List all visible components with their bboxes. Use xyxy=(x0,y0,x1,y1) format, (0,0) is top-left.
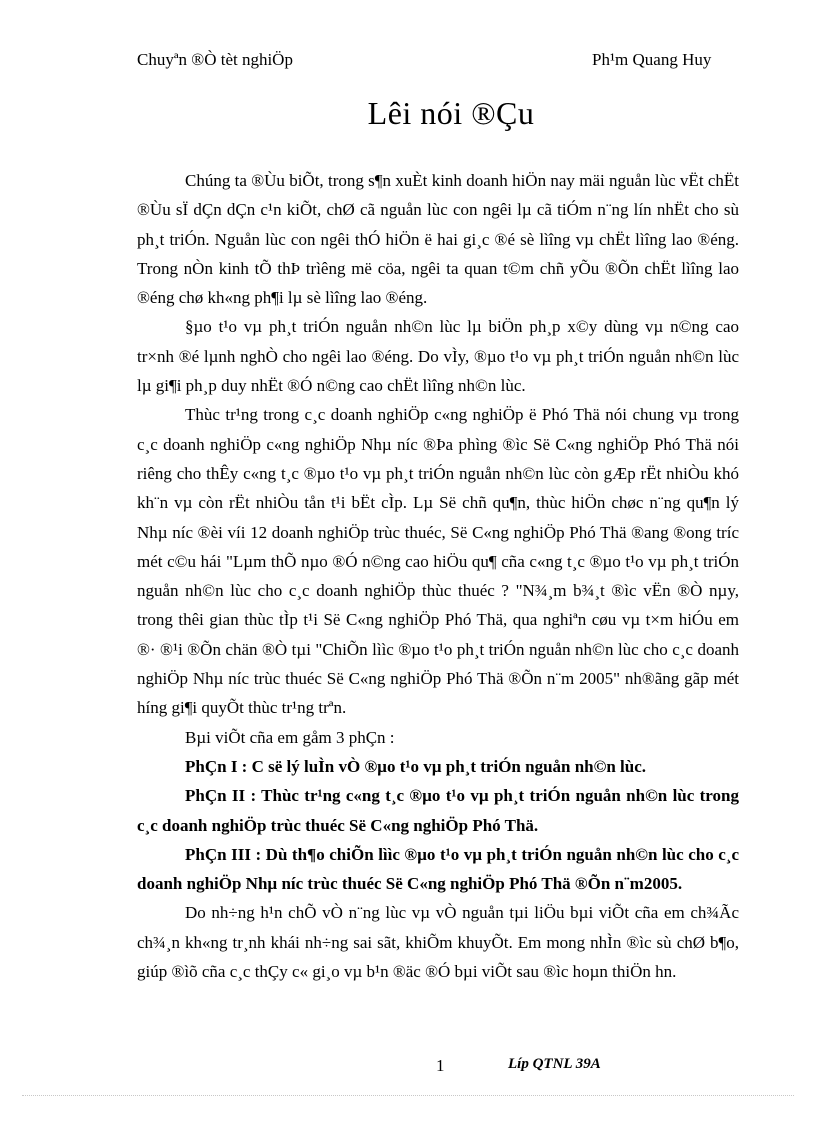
page-title: Lêi nói ®Çu xyxy=(367,95,535,131)
body-paragraph: Do nh÷ng h¹n chÕ vÒ n¨ng lùc vµ vÒ nguån tµi liÖu bµi viÕt cña em ch¾Ãc ch¾¸n kh«ng tr¸nh khái nh÷ng sai sãt, khiÕm khuyÕt. Em mong nhÌn ®ìc sù chØ b¶o, giúp ®ìõ cña c¸c thÇy c« gi¸o vµ b¹n ®äc ®Ó bµi viÕt sau ®ìc hoµn thiÖn hn. xyxy=(137,903,739,982)
page-break-divider xyxy=(22,1095,794,1096)
body-paragraph: §µo t¹o vµ ph¸t triÓn nguån nh©n lùc lµ biÖn ph¸p x©y dùng vµ n©ng cao tr×nh ®é lµnh nghÒ cho ngêi lao ®éng. Do vÌy, ®µo t¹o vµ ph¸t triÓn nguån nh©n lùc lµ gi¶i ph¸p duy nhËt ®Ó n©ng cao chËt lìîng nh©n lùc. xyxy=(137,317,739,396)
body-paragraph: Thùc tr¹ng trong c¸c doanh nghiÖp c«ng nghiÖp ë Phó Thä nói chung vµ trong c¸c doanh nghiÖp c«ng nghiÖp Nhµ níc ®Þa phìng ®ìc Së C«ng nghiÖp Phó Thä nói riêng cho thÊy c«ng t¸c ®µo t¹o vµ ph¸t triÓn nguån nh©n lùc còn gÆp rËt nhiÒu khó kh¨n vµ còn rËt nhiÒu tån t¹i bËt cÌp. Lµ Së chñ qu¶n, thùc hiÖn chøc n¨ng qu¶n lý Nhµ níc ®èi víi 12 doanh nghiÖp trùc thuéc, Së C«ng nghiÖp Phó Thä ®ang ®ong tríc mét c©u hái "Lµm thÕ nµo ®Ó n©ng cao hiÖu qu¶ cña c«ng t¸c ®µo t¹o vµ ph¸t triÓn nguån nh©n lùc cho c¸c doanh nghiÖp thùc thuéc ? "N¾¸m b¾¸t ®ìc vËn ®Ò nµy, trong thêi gian thùc tÌp t¹i Së C«ng nghiÖp Phó Thä, qua nghiªn cøu vµ t×m hiÓu em ®· ®¹i ®Õn chän ®Ò tµi "ChiÕn lììc ®µo t¹o ph¸t triÓn nguån nh©n lùc cho c¸c doanh nghiÖp Nhµ níc trùc thuéc Së C«ng nghiÖp Phó Thä ®Õn n¨m 2005" nh®ãng gãp mét híng gi¶i quyÕt thùc tr¹ng trªn. xyxy=(137,405,739,718)
body-paragraph: Chúng ta ®Ùu biÕt, trong s¶n xuÈt kinh doanh hiÖn nay mäi nguån lùc vËt chËt ®Ùu sÏ dÇn dÇn c¹n kiÕt, chØ cã nguån lùc con ngêi lµ cã tiÓm n¨ng lín nhËt cho sù ph¸t triÓn. Nguån lùc con ngêi thÓ hiÖn ë hai gi¸c ®é sè lìîng vµ chËt lìîng lao ®éng. Trong nÒn kinh tÕ thÞ trìêng më cöa, ngêi ta quan t©m chñ yÕu ®Õn chËt lìîng lao ®éng chø kh«ng ph¶i lµ sè lìîng lao ®éng. xyxy=(137,171,739,308)
body-paragraph: PhÇn I : C së lý luÌn vÒ ®µo t¹o vµ ph¸t triÓn nguån nh©n lùc. xyxy=(185,756,647,776)
page-number: 1 xyxy=(436,1056,445,1075)
header-left-text: Chuyªn ®Ò tèt nghiÖp xyxy=(137,50,293,69)
body-paragraph: PhÇn II : Thùc tr¹ng c«ng t¸c ®µo t¹o vµ ph¸t triÓn nguån nh©n lùc trong c¸c doanh nghiÖp trùc thuéc Së C«ng nghiÖp Phó Thä. xyxy=(137,786,739,835)
body-paragraph: Bµi viÕt cña em gåm 3 phÇn : xyxy=(185,727,395,747)
footer-class-label: Líp QTNL 39A xyxy=(508,1056,601,1072)
header-author: Ph¹m Quang Huy xyxy=(592,50,712,69)
body-paragraph: PhÇn III : Dù th¶o chiÕn lììc ®µo t¹o vµ ph¸t triÓn nguån nh©n lùc cho c¸c doanh nghiÖp Nhµ níc trùc thuéc Së C«ng nghiÖp Phó Thä ®Õn n¨m2005. xyxy=(137,844,739,894)
document-body xyxy=(137,166,739,986)
